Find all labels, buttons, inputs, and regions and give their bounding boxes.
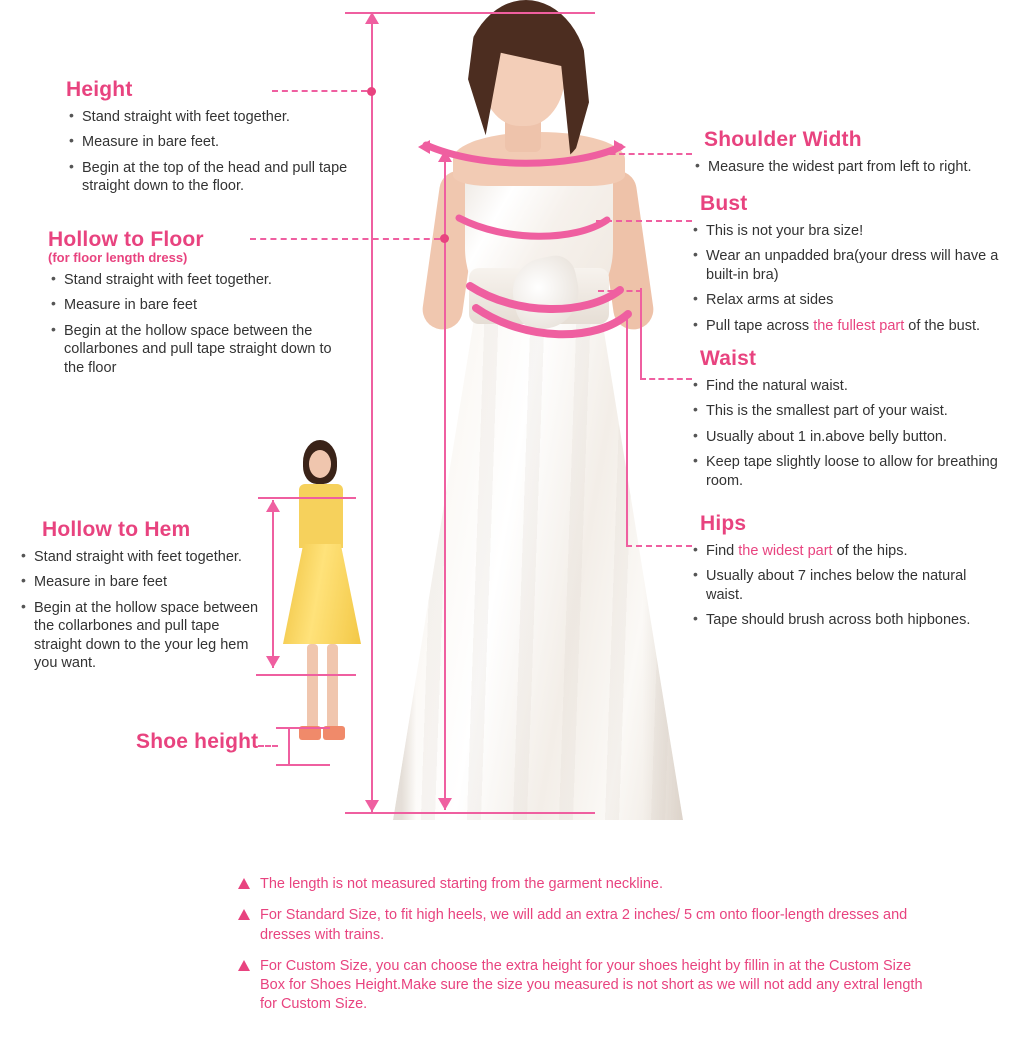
hips-heading: Hips — [700, 512, 747, 535]
hollow-to-hem-vertical-line — [272, 500, 274, 668]
mini-model-illustration — [265, 440, 375, 770]
hollow-to-floor-subheading: (for floor length dress) — [48, 250, 188, 265]
list-item: • Find the natural waist. — [690, 377, 1000, 395]
height-bottom-tick — [345, 812, 595, 814]
list-item: • Relax arms at sides — [690, 291, 1015, 309]
height-arrow-top — [365, 12, 379, 24]
footnote-text: For Standard Size, to fit high heels, we will add an extra 2 inches/ 5 cm onto floor-length dresses and dresses with trains. — [260, 907, 908, 943]
footnote — [236, 906, 936, 945]
waist-heading: Waist — [700, 347, 757, 370]
list-item: • This is not your bra size! — [690, 222, 1015, 240]
list-item: • Measure in bare feet — [18, 573, 268, 591]
section-hollow-to-floor — [48, 228, 348, 384]
waist-leader-line — [640, 378, 692, 380]
shoulder-arrow-right — [614, 140, 626, 154]
section-waist — [700, 347, 1000, 497]
hollow-to-hem-arrow-top — [266, 500, 280, 512]
bust-heading: Bust — [700, 192, 748, 215]
hollow-to-hem-top-tick — [258, 497, 356, 499]
mini-face — [309, 450, 331, 478]
list-item: • Keep tape slightly loose to allow for breathing room. — [690, 453, 1000, 490]
shoulder-arrow-left — [418, 140, 430, 154]
list-item: • Begin at the top of the head and pull tape straight down to the floor. — [66, 159, 366, 196]
shoulder-leader-line — [600, 153, 692, 155]
section-hollow-to-hem — [18, 518, 268, 679]
hips-widest-highlight: the widest part — [738, 543, 833, 559]
list-item: • Begin at the hollow space between the collarbones and pull tape straight down to the floor — [48, 322, 348, 377]
hollow-to-hem-list — [18, 548, 268, 672]
list-item: • This is the smallest part of your waist. — [690, 402, 1000, 420]
section-shoulder-width — [704, 128, 1014, 183]
waist-list — [690, 377, 1000, 490]
waist-leader-vertical — [640, 288, 642, 380]
list-item: • Stand straight with feet together. — [48, 271, 348, 289]
hips-list — [690, 542, 1005, 630]
list-item: • Wear an unpadded bra(your dress will have a built-in bra) — [690, 247, 1015, 284]
bust-fullest-highlight: the fullest part — [813, 317, 905, 334]
hollow-to-floor-list — [48, 271, 348, 377]
section-shoe-height — [136, 730, 258, 754]
section-bust — [700, 192, 1015, 342]
model-illustration — [393, 0, 683, 830]
footnotes — [236, 875, 936, 1027]
bust-list — [690, 222, 1015, 335]
list-item: • Usually about 7 inches below the natural waist. — [690, 567, 1005, 604]
shoulder-width-list — [692, 158, 1014, 176]
height-anchor-dot — [367, 87, 376, 96]
mini-dress-skirt — [283, 544, 361, 644]
footnote — [236, 875, 936, 894]
hips-leader-vertical — [626, 318, 628, 546]
footnote-text: The length is not measured starting from the garment neckline. — [260, 876, 663, 892]
list-item: • Stand straight with feet together. — [66, 108, 366, 126]
list-item: • Stand straight with feet together. — [18, 548, 268, 566]
mini-dress-bodice — [299, 484, 343, 548]
triangle-icon — [238, 909, 250, 920]
hips-widest-suffix: of the hips. — [832, 543, 908, 559]
shoulder-width-heading: Shoulder Width — [704, 128, 862, 151]
footnote-text: For Custom Size, you can choose the extra height for your shoes height by fillin in at the Custom Size Box for Shoes Height.Make sure the size you measured is not short as we will not add any extral length for Custom Size. — [260, 957, 923, 1013]
shoe-height-bottom-tick — [276, 764, 330, 766]
mini-right-leg — [327, 644, 338, 730]
hips-band — [470, 300, 635, 344]
height-arrow-bottom — [365, 800, 379, 812]
height-list — [66, 108, 366, 196]
hollow-to-hem-bottom-tick — [256, 674, 356, 676]
hollow-to-floor-vertical-line — [444, 150, 446, 810]
bust-leader-line — [596, 220, 692, 222]
bust-fullest-suffix: of the bust. — [904, 317, 981, 334]
list-item-bust-fullest — [690, 317, 1015, 335]
list-item: • Measure the widest part from left to right. — [692, 158, 1014, 176]
bust-band — [455, 212, 615, 246]
shoulder-width-band — [420, 135, 630, 175]
hollow-to-floor-anchor-dot — [440, 234, 449, 243]
hips-leader-line — [626, 545, 692, 547]
shoe-height-vertical-line — [288, 727, 290, 764]
section-hips — [700, 512, 1005, 637]
list-item-hips-widest — [690, 542, 1005, 560]
height-vertical-line — [371, 12, 373, 812]
hips-widest-prefix: Find — [706, 543, 739, 559]
mini-left-leg — [307, 644, 318, 730]
footnote — [236, 957, 936, 1015]
list-item: • Usually about 1 in.above belly button. — [690, 428, 1000, 446]
triangle-icon — [238, 878, 250, 889]
height-top-tick — [345, 12, 595, 14]
height-heading: Height — [66, 78, 133, 101]
list-item: • Measure in bare feet — [48, 296, 348, 314]
list-item: • Tape should brush across both hipbones. — [690, 611, 1005, 629]
section-height — [66, 78, 366, 203]
hollow-to-hem-arrow-bottom — [266, 656, 280, 668]
hollow-to-hem-heading: Hollow to Hem — [42, 518, 191, 541]
shoe-height-heading: Shoe height — [136, 730, 259, 753]
waist-leader-top — [598, 290, 642, 292]
hollow-to-floor-heading: Hollow to Floor — [48, 228, 204, 251]
shoe-height-top-tick — [276, 727, 330, 729]
triangle-icon — [238, 960, 250, 971]
hollow-to-floor-arrow-bottom — [438, 798, 452, 810]
bust-fullest-prefix: Pull tape across — [706, 317, 814, 334]
shoe-height-leader-line — [258, 745, 278, 747]
list-item: • Measure in bare feet. — [66, 133, 366, 151]
list-item: • Begin at the hollow space between the collarbones and pull tape straight down to the your leg hem you want. — [18, 599, 268, 673]
